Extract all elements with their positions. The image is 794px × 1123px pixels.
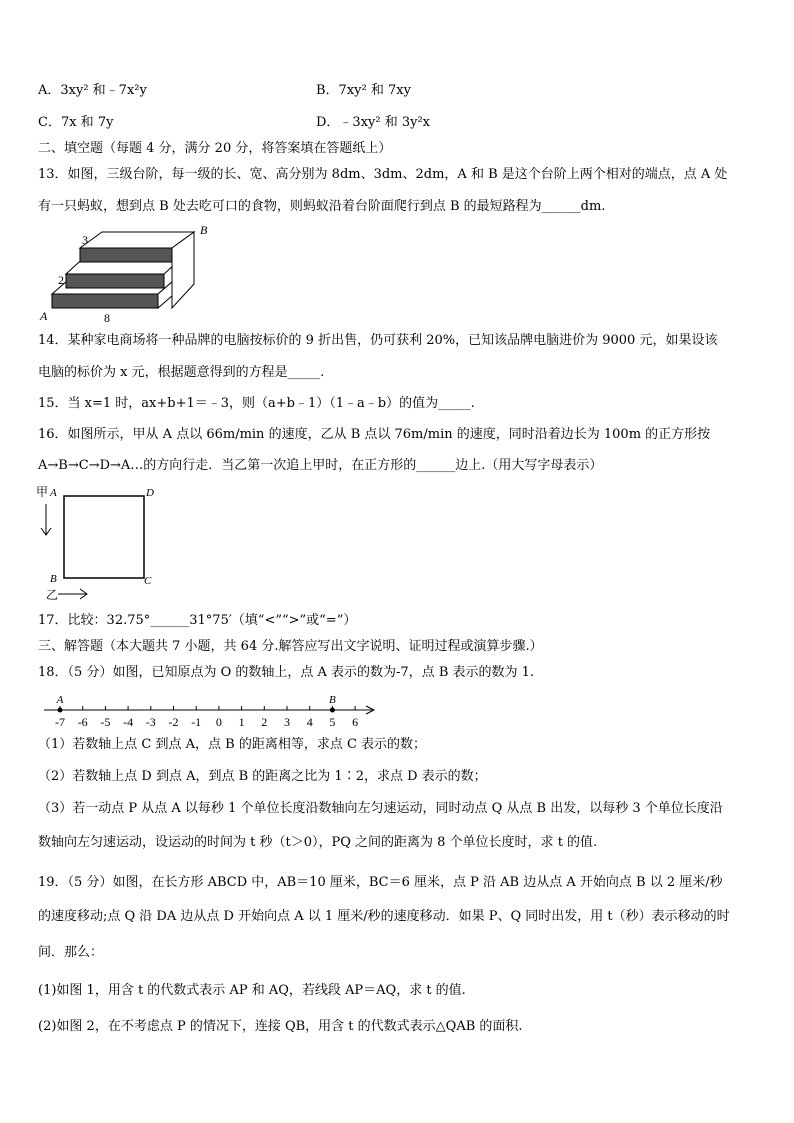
q18-part1: （1）若数轴上点 C 到点 A，点 B 的距离相等，求点 C 表示的数； (38, 737, 427, 752)
option-d: D．﹣3xy² 和 3y²x (316, 115, 431, 130)
q19-line2: 的速度移动;点 Q 沿 DA 边从点 D 开始向点 A 以 1 厘米/秒的速度移动．如果 P、Q 同时出发，用 t（秒）表示移动的时 (38, 909, 730, 924)
option-a: A．3xy² 和﹣7x²y (38, 83, 147, 98)
stairs-label-3: 3 (82, 233, 88, 247)
number-line-tick-label: -4 (123, 715, 134, 729)
square-point-a: A (50, 487, 57, 499)
number-line-tick-label: -3 (145, 715, 156, 729)
section-heading-answers: 三、解答题（本大题共 7 小题，共 64 分.解答应写出文字说明、证明过程或演算步骤.） (38, 639, 543, 654)
q14-line2: 电脑的标价为 x 元，根据题意得到的方程是_____. (38, 365, 325, 380)
square-point-b: B (50, 573, 57, 585)
number-line-tick-label: 5 (329, 715, 336, 729)
q19-part2: (2)如图 2，在不考虑点 P 的情况下，连接 QB，用含 t 的代数式表示△QAB 的面积. (38, 1019, 523, 1034)
stairs-figure (38, 222, 218, 326)
number-line-tick-label: -6 (77, 715, 88, 729)
section-heading-fill-blank: 二、填空题（每题 4 分，满分 20 分，将答案填在答题纸上） (38, 141, 392, 156)
number-line-point-a (58, 708, 63, 713)
option-b: B．7xy² 和 7xy (316, 83, 411, 98)
stairs-point-a: A (40, 309, 48, 323)
q14-line1: 14．某种家电商场将一种品牌的电脑按标价的 9 折出售，仍可获利 20%，已知该品牌电脑进价为 9000 元，如果设该 (38, 333, 718, 348)
q17-line1: 17．比较：32.75°______31°75′（填“<”“>”或“=”） (38, 613, 357, 628)
number-line-tick-label: 2 (261, 715, 268, 729)
number-line-tick-label: -7 (55, 715, 65, 729)
q19-line1: 19．（5 分）如图，在长方形 ABCD 中，AB＝10 厘米，BC＝6 厘米，点 P 沿 AB 边从点 A 开始向点 B 以 2 厘米/秒 (38, 875, 723, 890)
q18-part3-line2: 数轴向左匀速运动，设运动的时间为 t 秒（t＞0），PQ 之间的距离为 8 个单位长度时，求 t 的值. (38, 835, 598, 850)
number-line-tick-label: 0 (215, 715, 222, 729)
stairs-point-b: B (200, 223, 208, 237)
number-line-tick-label: 1 (238, 715, 245, 729)
q16-line2: A→B→C→D→A…的方向行走．当乙第一次追上甲时，在正方形的______边上.（用大写字母表示） (38, 458, 603, 473)
option-c: C．7x 和 7y (38, 115, 114, 130)
square-figure (36, 482, 166, 602)
number-line-tick-label: 3 (284, 715, 290, 729)
q18-part3-line1: （3）若一动点 P 从点 A 以每秒 1 个单位长度沿数轴向左匀速运动，同时动点 Q 从点 B 出发，以每秒 3 个单位长度沿 (38, 801, 723, 816)
square-point-c: C (144, 575, 152, 587)
number-line-label-a: A (56, 694, 64, 706)
q15-line1: 15．当 x=1 时，ax+b+1＝﹣3，则（a+b﹣1）（1﹣a﹣b）的值为_____. (38, 396, 475, 411)
number-line-tick-label: -1 (191, 715, 202, 729)
q13-line1: 13．如图，三级台阶，每一级的长、宽、高分别为 8dm、3dm、2dm，A 和 B 是这个台阶上两个相对的端点，点 A 处 (38, 167, 728, 182)
q13-line2: 有一只蚂蚁，想到点 B 处去吃可口的食物，则蚂蚁沿着台阶面爬行到点 B 的最短路程为______dm. (38, 199, 606, 214)
q19-line3: 间．那么： (38, 945, 104, 960)
arrow-right-icon (58, 589, 87, 599)
stairs-label-2: 2 (58, 273, 64, 287)
q19-part1: (1)如图 1，用含 t 的代数式表示 AP 和 AQ，若线段 AP＝AQ，求 t 的值. (38, 983, 466, 998)
number-line-point-b (330, 708, 335, 713)
square-point-d: D (146, 487, 154, 499)
q18-part2: （2）若数轴上点 D 到点 A，到点 B 的距离之比为 1∶2，求点 D 表示的数； (38, 769, 487, 784)
q16-line1: 16．如图所示，甲从 A 点以 66m/min 的速度，乙从 B 点以 76m/min 的速度，同时沿着边长为 100m 的正方形按 (38, 427, 711, 442)
stairs-label-8: 8 (104, 311, 110, 325)
number-line-tick-label: 4 (306, 715, 313, 729)
square-label-jia: 甲 (36, 485, 49, 499)
arrow-down-icon (41, 504, 51, 535)
number-line-tick-label: 6 (352, 715, 359, 729)
number-line-tick-label: -2 (168, 715, 179, 729)
square (64, 496, 144, 578)
q18-line1: 18．（5 分）如图，已知原点为 O 的数轴上，点 A 表示的数为-7，点 B 表示的数为 1. (38, 665, 535, 680)
square-label-yi: 乙 (46, 588, 59, 602)
number-line-tick-label: -5 (100, 715, 111, 729)
number-line-label-b: B (329, 694, 336, 706)
number-line-figure (38, 690, 384, 730)
